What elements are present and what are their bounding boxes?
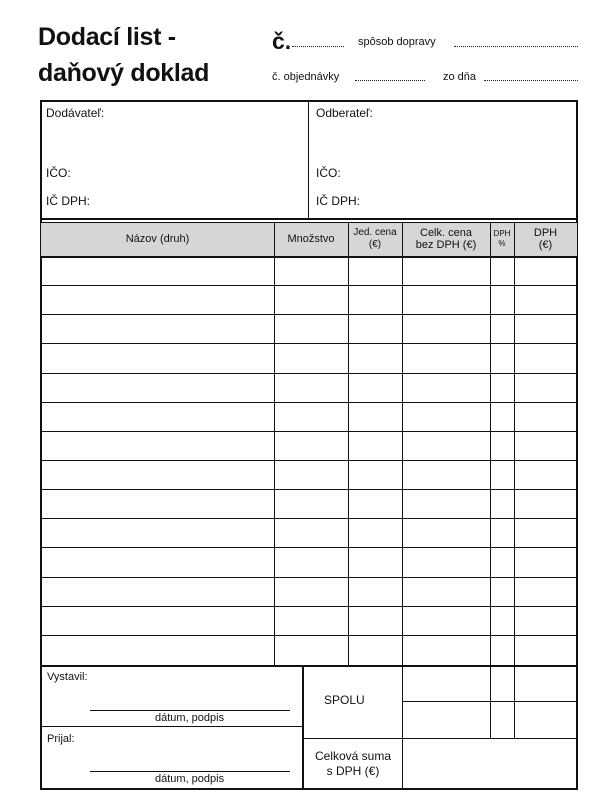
col-line-1 xyxy=(274,222,275,665)
col-line-5 xyxy=(514,222,515,738)
table-row[interactable] xyxy=(41,257,577,286)
total-label: SPOLU xyxy=(324,693,365,707)
col-line-3 xyxy=(402,222,403,790)
parties-divider xyxy=(308,101,309,218)
footer-top-rule xyxy=(41,665,577,667)
table-row[interactable] xyxy=(41,548,577,577)
received-signature-line[interactable] xyxy=(90,771,290,772)
table-row[interactable] xyxy=(41,578,577,607)
supplier-label: Dodávateľ: xyxy=(46,106,105,120)
table-row[interactable] xyxy=(41,344,577,373)
transport-field[interactable] xyxy=(454,46,578,47)
issued-signature-line[interactable] xyxy=(90,710,290,711)
document-number-label: č. xyxy=(272,28,292,54)
footer-divider xyxy=(302,665,304,790)
document-title-line2: daňový doklad xyxy=(38,59,210,87)
order-number-field[interactable] xyxy=(355,80,425,81)
customer-ico-label: IČO: xyxy=(316,166,341,180)
col-header-total-ex-vat: Celk. cena bez DPH (€) xyxy=(402,222,490,256)
customer-label: Odberateľ: xyxy=(316,106,373,120)
table-row[interactable] xyxy=(41,315,577,344)
col-header-vat-percent: DPH % xyxy=(490,222,514,256)
order-number-label: č. objednávky xyxy=(272,71,340,83)
received-date-signature-label: dátum, podpis xyxy=(155,773,225,785)
grand-total-divider xyxy=(303,738,577,739)
table-row[interactable] xyxy=(41,403,577,432)
col-line-4 xyxy=(490,222,491,738)
total-row-divider xyxy=(402,701,577,702)
table-row[interactable] xyxy=(41,607,577,636)
received-by-label: Prijal: xyxy=(47,733,75,745)
supplier-vat-id-label: IČ DPH: xyxy=(46,194,91,208)
supplier-ico-label: IČO: xyxy=(46,166,71,180)
table-row[interactable] xyxy=(41,461,577,490)
customer-vat-id-label: IČ DPH: xyxy=(316,194,361,208)
table-row[interactable] xyxy=(41,519,577,548)
issued-by-label: Vystavil: xyxy=(47,671,88,683)
grand-total-label: Celková suma s DPH (€) xyxy=(314,749,392,778)
col-header-quantity: Množstvo xyxy=(274,222,348,256)
document-number-field[interactable] xyxy=(292,46,344,47)
document-title-line1: Dodací list - xyxy=(38,23,176,51)
col-header-name: Názov (druh) xyxy=(41,222,274,256)
col-header-unit-price: Jed. cena (€) xyxy=(348,222,402,256)
table-row[interactable] xyxy=(41,490,577,519)
table-row[interactable] xyxy=(41,636,577,665)
order-date-field[interactable] xyxy=(484,80,578,81)
signature-divider xyxy=(41,726,303,727)
table-header-top-rule xyxy=(41,222,577,223)
table-row[interactable] xyxy=(41,286,577,315)
table-row[interactable] xyxy=(41,432,577,461)
col-header-vat-amount: DPH (€) xyxy=(514,222,577,256)
table-row[interactable] xyxy=(41,374,577,403)
transport-label: spôsob dopravy xyxy=(358,36,436,48)
col-line-2 xyxy=(348,222,349,665)
issued-date-signature-label: dátum, podpis xyxy=(155,712,225,724)
parties-bottom-rule xyxy=(41,218,577,220)
order-date-label: zo dňa xyxy=(443,71,477,83)
